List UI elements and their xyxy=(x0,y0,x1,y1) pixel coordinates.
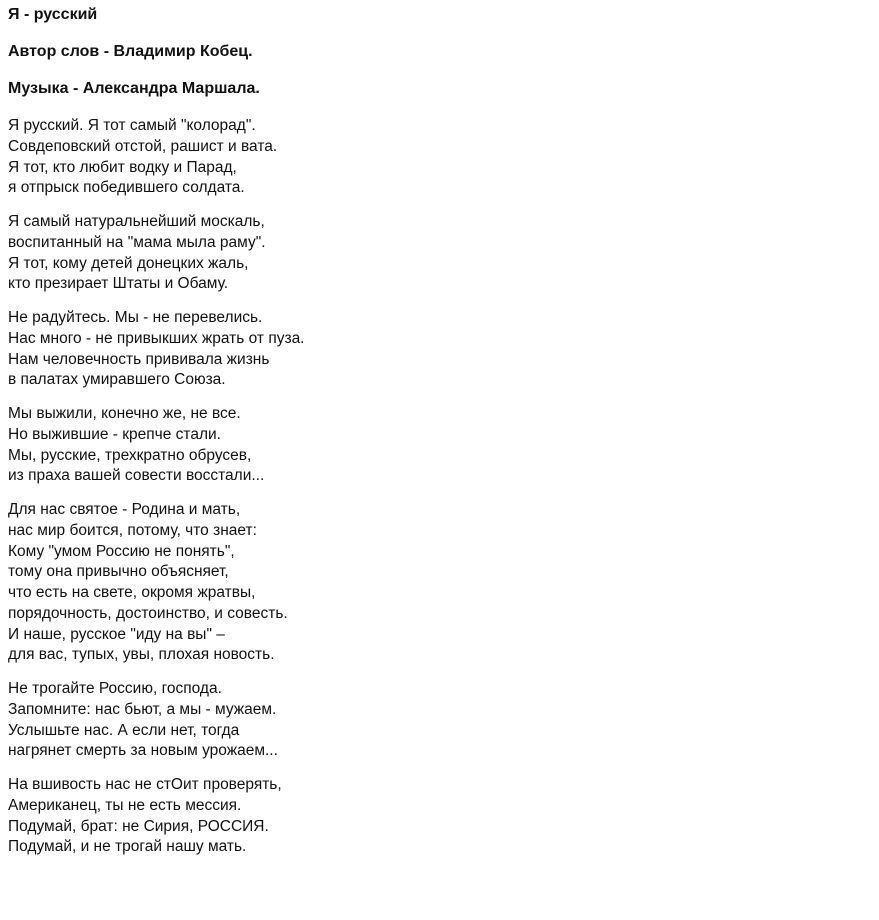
poem-title: Я - русский xyxy=(8,6,98,23)
poem-line: Подумай, и не трогай нашу мать. xyxy=(8,838,247,856)
poem-line: для вас, тупых, увы, плохая новость. xyxy=(8,646,275,664)
poem-line: На вшивость нас не стОит проверять, xyxy=(8,776,282,793)
poem-line: воспитанный на "мама мыла раму". xyxy=(8,233,266,251)
poem-line: Не трогайте Россию, господа. xyxy=(8,680,222,697)
poem-line: нас мир боится, потому, что знает: xyxy=(8,521,257,539)
poem-line: Нас много - не привыкших жрать от пуза. xyxy=(8,329,305,347)
lyrics-author: Автор слов - Владимир Кобец. xyxy=(8,43,253,60)
poem-line: что есть на свете, окромя жратвы, xyxy=(8,584,256,601)
poem-line: кто презирает Штаты и Обаму. xyxy=(8,275,229,293)
poem-line: И наше, русское "иду на вы" – xyxy=(8,625,225,643)
poem-line: Нам человечность прививала жизнь xyxy=(8,350,270,368)
poem-line: Я тот, кто любит водку и Парад, xyxy=(8,158,237,176)
stanza-7 xyxy=(8,775,871,858)
poem-line: Кому "умом Россию не понять", xyxy=(8,542,235,560)
poem-line: я отпрыск победившего солдата. xyxy=(8,179,245,197)
poem-line: Я русский. Я тот самый "колорад". xyxy=(8,117,256,134)
poem-line: Я тот, кому детей донецких жаль, xyxy=(8,254,249,272)
stanza-6 xyxy=(8,679,871,762)
poem-line: порядочность, достоинство, и совесть. xyxy=(8,604,288,622)
poem-line: из праха вашей совести восстали... xyxy=(8,467,265,485)
poem-line: Мы выжили, конечно же, не все. xyxy=(8,405,241,422)
poem-line: Для нас святое - Родина и мать, xyxy=(8,501,241,518)
poem-line: Но выжившие - крепче стали. xyxy=(8,425,221,443)
poem-line: Я самый натуральнейший москаль, xyxy=(8,213,265,230)
poem-line: нагрянет смерть за новым урожаем... xyxy=(8,742,278,760)
music-author: Музыка - Александра Маршала. xyxy=(8,80,260,97)
stanza-2 xyxy=(8,212,871,295)
poem-line: Мы, русские, трехкратно обрусев, xyxy=(8,446,252,464)
poem-line: в палатах умиравшего Союза. xyxy=(8,371,226,389)
poem-line: Услышьте нас. А если нет, тогда xyxy=(8,721,240,739)
poem-document xyxy=(8,5,871,871)
poem-line: Американец, ты не есть мессия. xyxy=(8,796,242,814)
stanza-1 xyxy=(8,116,871,199)
poem-line: Не радуйтесь. Мы - не перевелись. xyxy=(8,309,263,326)
stanza-4 xyxy=(8,404,871,487)
stanza-3 xyxy=(8,308,871,391)
stanza-5 xyxy=(8,500,871,666)
poem-line: Запомните: нас бьют, а мы - мужаем. xyxy=(8,700,277,718)
poem-line: Совдеповский отстой, рашист и вата. xyxy=(8,137,278,155)
poem-line: тому она привычно объясняет, xyxy=(8,563,229,581)
poem-line: Подумай, брат: не Сирия, РОССИЯ. xyxy=(8,817,269,835)
